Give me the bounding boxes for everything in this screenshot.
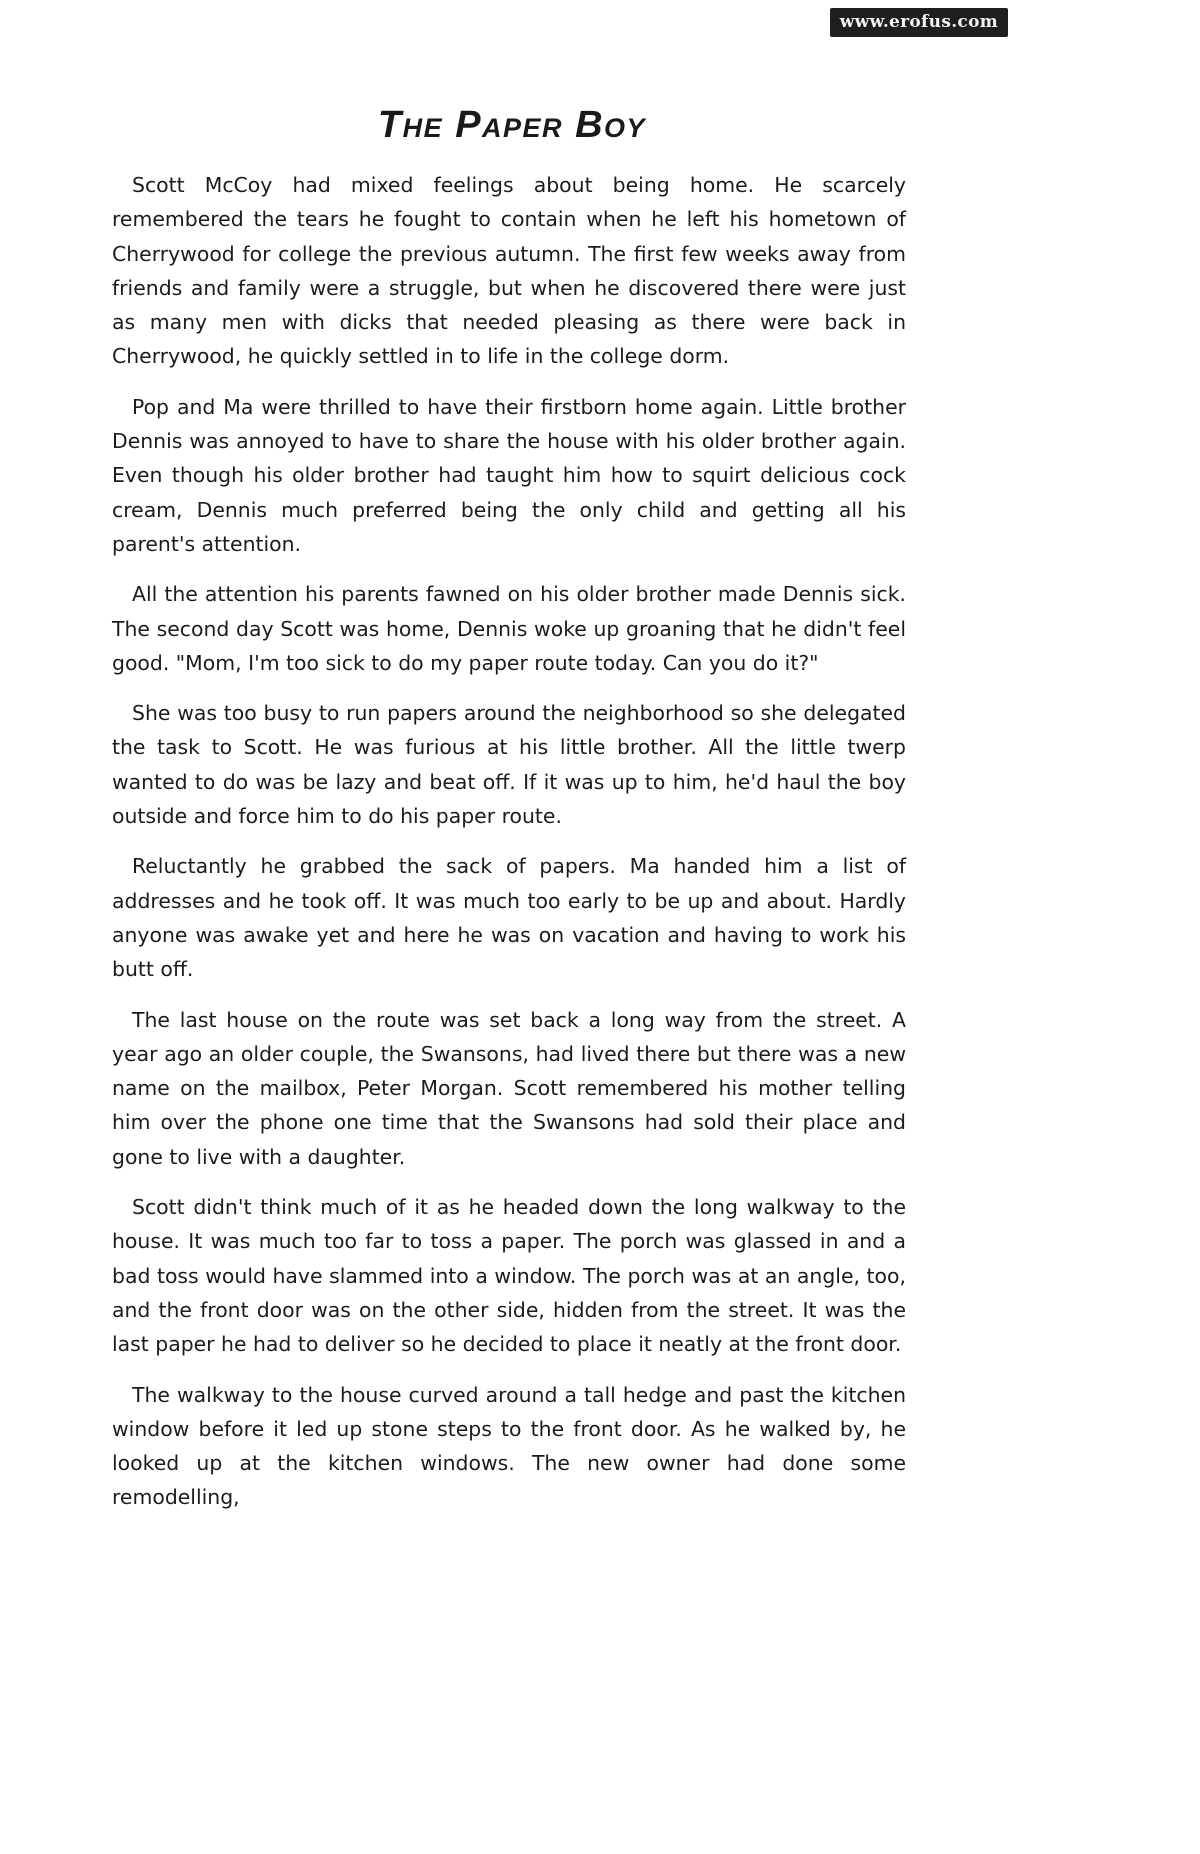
story-paragraph: Reluctantly he grabbed the sack of papers. Ma handed him a list of addresses and he took off. It was much too early to be up and about. Hardly anyone was awake yet and here he was on vacation and having to work his butt off. xyxy=(112,854,906,982)
story-paragraph: All the attention his parents fawned on his older brother made Dennis sick. The second day Scott was home, Dennis woke up groaning that he didn't feel good. "Mom, I'm too sick to do my paper route today. Can you do it?" xyxy=(112,582,906,675)
story-paragraph: The walkway to the house curved around a tall hedge and past the kitchen window before it led up stone steps to the front door. As he walked by, he looked up at the kitchen windows. The new owner had done some remodelling, xyxy=(112,1382,906,1510)
page-title: The Paper Boy xyxy=(377,104,647,146)
story-paragraph: Scott didn't think much of it as he headed down the long walkway to the house. It was much too far to toss a paper. The porch was glassed in and a bad toss would have slammed into a window. The porch was at an angle, too, and the front door was on the other side, hidden from the street. It was the last paper he had to deliver so he decided to place it neatly at the front door. xyxy=(112,1195,906,1357)
story-paragraph: She was too busy to run papers around the neighborhood so she delegated the task to Scott. He was furious at his little brother. All the little twerp wanted to do was be lazy and beat off. If it was up to him, he'd haul the boy outside and force him to do his paper route. xyxy=(112,701,906,829)
story-paragraph: The last house on the route was set back a long way from the street. A year ago an older couple, the Swansons, had lived there but there was a new name on the mailbox, Peter Morgan. Scott remembered his mother telling him over the phone one time that the Swansons had sold their place and gone to live with a daughter. xyxy=(112,1007,906,1169)
story-body xyxy=(112,168,906,1531)
story-paragraph: Scott McCoy had mixed feelings about being home. He scarcely remembered the tears he fought to contain when he left his hometown of Cherrywood for college the previous autumn. The first few weeks away from friends and family were a struggle, but when he discovered there were just as many men with dicks that needed pleasing as there were back in Cherrywood, he quickly settled in to life in the college dorm. xyxy=(112,173,906,369)
story-paragraph: Pop and Ma were thrilled to have their firstborn home again. Little brother Dennis was annoyed to have to share the house with his older brother again. Even though his older brother had taught him how to squirt delicious cock cream, Dennis much preferred being the only child and getting all his parent's attention. xyxy=(112,394,906,556)
watermark-badge: www.erofus.com xyxy=(830,8,1008,37)
